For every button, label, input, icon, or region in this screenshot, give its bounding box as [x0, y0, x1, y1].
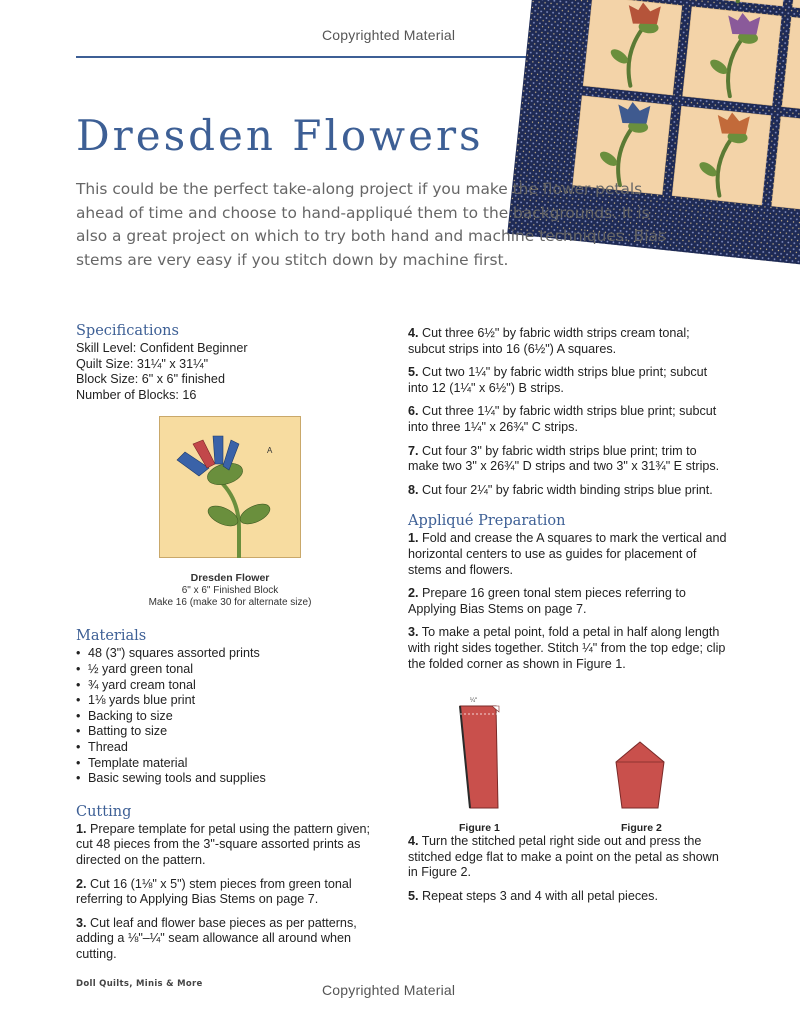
applique-step: 3. To make a petal point, fold a petal in half along length with right sides together. Stitch ¼" from the top edge; clip the folded corner as shown in Figure 1. — [408, 625, 726, 671]
right-column — [408, 326, 728, 912]
figure-1-label: Figure 1 — [459, 822, 500, 834]
cutting-step: 5. Cut two 1¼" by fabric width strips blue print; subcut into 12 (1¼" x 6½") B strips. — [408, 365, 708, 395]
spec-line: Skill Level: Confident Beginner — [76, 341, 248, 355]
list-item: • 1⅛ yards blue print — [76, 693, 386, 709]
applique-heading: Appliqué Preparation — [408, 513, 566, 530]
materials-heading: Materials — [76, 628, 147, 645]
page-title: Dresden Flowers — [76, 111, 484, 160]
list-item: • Template material — [76, 756, 386, 772]
spec-line: Quilt Size: 31¼" x 31¼" — [76, 356, 209, 371]
specifications-heading: Specifications — [76, 323, 179, 339]
cutting-step: 3. Cut leaf and flower base pieces as per patterns, adding a ⅛"–¼" seam allowance all around when cutting. — [76, 915, 357, 961]
applique-step: 2. Prepare 16 green tonal stem pieces referring to Applying Bias Stems on page 7. — [408, 586, 686, 616]
cutting-step: 4. Cut three 6½" by fabric width strips cream tonal; subcut strips into 16 (6½") A squares. — [408, 326, 690, 356]
cutting-heading: Cutting — [76, 803, 132, 820]
dresden-flower-block-figure — [159, 416, 301, 558]
block-label-a: A — [267, 446, 273, 455]
figure-2-label: Figure 2 — [621, 822, 662, 834]
applique-step: 1. Fold and crease the A squares to mark the vertical and horizontal centers to use as guides for placement of stems and flowers. — [408, 531, 727, 577]
header-rule — [76, 56, 546, 58]
list-item: • Backing to size — [76, 709, 386, 725]
caption-title: Dresden Flower — [190, 572, 270, 584]
spec-line: Number of Blocks: 16 — [76, 387, 197, 402]
figure-1-measure-label: ¼" — [470, 698, 478, 704]
applique-step: 4. Turn the stitched petal right side out and press the stitched edge flat to make a point on the petal as shown in Figure 2. — [408, 834, 719, 880]
spec-line: Block Size: 6" x 6" finished — [76, 372, 225, 387]
list-item: • Batting to size — [76, 724, 386, 740]
cutting-step: 8. Cut four 2¼" by fabric width binding strips blue print. — [408, 482, 713, 497]
copyright-footer: Copyrighted Material — [322, 982, 456, 998]
copyright-header: Copyrighted Material — [322, 27, 456, 43]
list-item: • Thread — [76, 740, 386, 756]
cutting-step: 1. Prepare template for petal using the pattern given; cut 48 pieces from the 3"-square assorted prints as directed on the pattern. — [76, 821, 371, 867]
cutting-step: 7. Cut four 3" by fabric width strips blue print; trim to make two 3" x 26¾" D strips and two 3" x 31¾" E strips. — [408, 443, 720, 474]
figure-2-petal-diagram — [610, 738, 672, 812]
block-caption — [120, 572, 340, 610]
list-item: • 48 (3") squares assorted prints — [76, 646, 386, 662]
cutting-step: 2. Cut 16 (1⅛" x 5") stem pieces from green tonal referring to Applying Bias Stems on page 7. — [76, 876, 352, 907]
intro-paragraph: This could be the perfect take-along project if you make the flower petals ahead of time and choose to hand-appliqué them to the backgrounds. It is also a great project on which to try both hand and machine techniques. Bias stems are very easy if you stitch down by machine first. — [76, 180, 666, 269]
caption-line: 6" x 6" Finished Block — [181, 584, 279, 596]
applique-step: 5. Repeat steps 3 and 4 with all petal pieces. — [408, 888, 658, 903]
caption-line: Make 16 (make 30 for alternate size) — [148, 597, 312, 608]
list-item: • ¾ yard cream tonal — [76, 678, 386, 694]
cutting-step: 6. Cut three 1¼" by fabric width strips blue print; subcut into three 1¼" x 26¾" C strips. — [408, 404, 717, 434]
list-item: • Basic sewing tools and supplies — [76, 771, 386, 787]
footer-book-title: Doll Quilts, Minis & More — [76, 979, 203, 989]
materials-list — [76, 646, 386, 786]
list-item: • ½ yard green tonal — [76, 662, 386, 678]
figure-1-petal-diagram — [452, 696, 512, 814]
